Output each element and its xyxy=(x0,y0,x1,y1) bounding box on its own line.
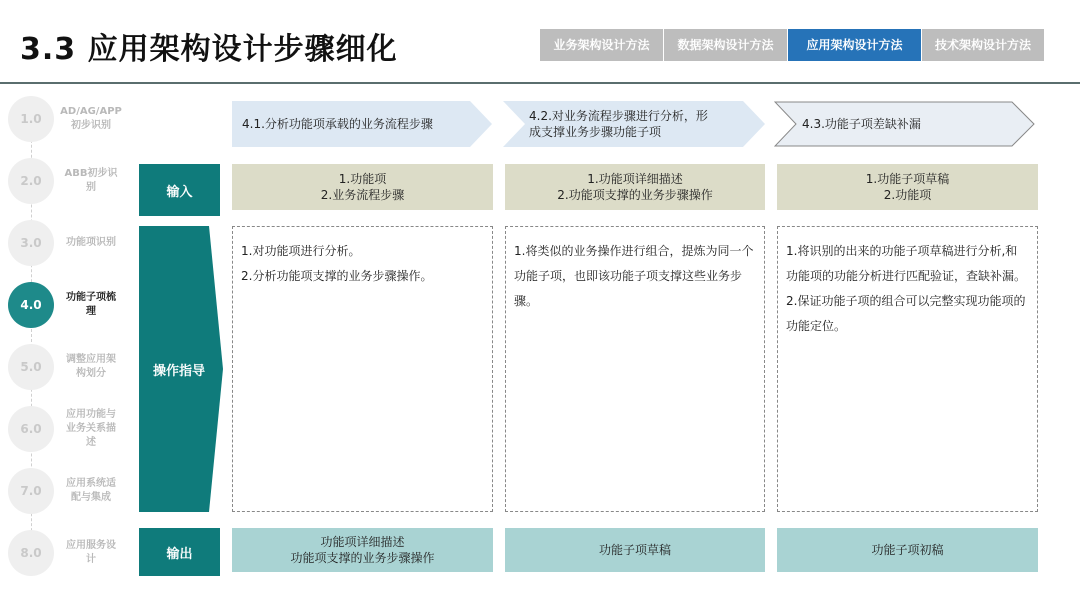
step-label: 功能项识别 xyxy=(66,237,116,248)
output-text-line: 功能项支撑的业务步骤操作 xyxy=(290,551,435,565)
tab-data-architecture[interactable]: 数据架构设计方法 xyxy=(664,29,788,61)
guide-paragraph: 1.将识别的出来的功能子项草稿进行分析,和功能项的功能分析进行匹配验证，查缺补漏。 xyxy=(786,244,1027,283)
step-number-circle: 6.0 xyxy=(8,406,54,452)
output-box xyxy=(505,528,765,572)
tab-technology-architecture[interactable]: 技术架构设计方法 xyxy=(922,29,1044,61)
step-3[interactable] xyxy=(8,212,120,272)
input-text-line: 2.功能项支撑的业务步骤操作 xyxy=(557,188,713,202)
guide-paragraph: 2.分析功能项支撑的业务步骤操作。 xyxy=(241,269,433,283)
arrow-step-4-3 xyxy=(774,101,1036,147)
step-8[interactable] xyxy=(8,522,120,582)
step-number-circle: 1.0 xyxy=(8,96,54,142)
input-text-line: 1.功能项 xyxy=(338,172,387,186)
tab-application-architecture[interactable]: 应用架构设计方法 xyxy=(788,29,922,61)
arrow-text-line: 4.1.分析功能项承载的业务流程步骤 xyxy=(242,117,433,131)
input-box xyxy=(505,164,765,210)
guide-paragraph: 1.对功能项进行分析。 xyxy=(241,244,361,258)
step-number-circle: 7.0 xyxy=(8,468,54,514)
step-label: 应用服务设计 xyxy=(66,540,116,565)
arrow-text-line: 4.2.对业务流程步骤进行分析，形 xyxy=(529,109,708,123)
input-text-line: 2.功能项 xyxy=(883,188,932,202)
output-text-line: 功能子项草稿 xyxy=(598,543,671,557)
arrow-text-line: 4.3.功能子项差缺补漏 xyxy=(802,117,921,131)
step-number-circle: 2.0 xyxy=(8,158,54,204)
step-2[interactable] xyxy=(8,150,120,210)
step-label: 调整应用架构划分 xyxy=(66,354,116,379)
step-6[interactable] xyxy=(8,398,120,458)
step-number-circle: 3.0 xyxy=(8,220,54,266)
output-text-line: 功能项详细描述 xyxy=(320,535,405,549)
tab-business-architecture[interactable]: 业务架构设计方法 xyxy=(540,29,664,61)
output-row-label: 输出 xyxy=(139,528,220,576)
step-label: 应用系统适配与集成 xyxy=(66,478,116,503)
input-text-line: 2.业务流程步骤 xyxy=(320,188,405,202)
guide-row-label xyxy=(139,226,225,512)
input-row-label: 输入 xyxy=(139,164,220,216)
output-text-line: 功能子项初稿 xyxy=(871,543,944,557)
method-nav-tabs xyxy=(540,29,1044,61)
output-box xyxy=(777,528,1038,572)
guide-box xyxy=(505,226,765,512)
step-4[interactable] xyxy=(8,274,120,334)
step-label: ABB初步识别 xyxy=(64,168,118,193)
step-7[interactable] xyxy=(8,460,120,520)
step-5[interactable] xyxy=(8,336,120,396)
step-label: 功能子项梳理 xyxy=(66,292,116,317)
page-title: 3.3 应用架构设计步骤细化 xyxy=(20,32,398,67)
step-number-circle: 4.0 xyxy=(8,282,54,328)
guide-box xyxy=(777,226,1038,512)
step-number-circle: 8.0 xyxy=(8,530,54,576)
guide-row-label-text: 操作指导 xyxy=(152,363,205,379)
arrow-text-line: 成支撑业务步骤功能子项 xyxy=(529,125,662,139)
input-box xyxy=(777,164,1038,210)
arrow-step-4-2 xyxy=(503,101,765,147)
input-box xyxy=(232,164,493,210)
step-label: 应用功能与业务关系描述 xyxy=(66,409,116,448)
step-number-circle: 5.0 xyxy=(8,344,54,390)
step-1[interactable] xyxy=(8,88,120,148)
output-box xyxy=(232,528,493,572)
input-text-line: 1.功能子项草稿 xyxy=(865,172,950,186)
header-divider xyxy=(0,82,1080,84)
step-label: AD/AG/APP初步识别 xyxy=(60,106,122,131)
arrow-step-4-1 xyxy=(232,101,492,147)
input-text-line: 1.功能项详细描述 xyxy=(587,172,683,186)
guide-paragraph: 1.将类似的业务操作进行组合，提炼为同一个功能子项，也即该功能子项支撑这些业务步骤。 xyxy=(514,244,754,308)
guide-paragraph: 2.保证功能子项的组合可以完整实现功能项的功能定位。 xyxy=(786,294,1026,333)
guide-box xyxy=(232,226,493,512)
